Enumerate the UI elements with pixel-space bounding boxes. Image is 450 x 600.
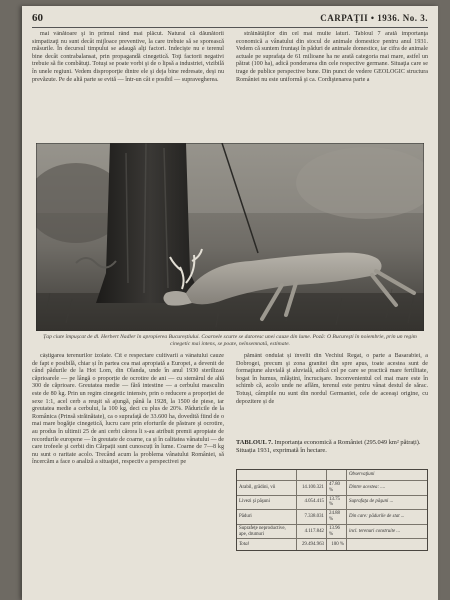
row-value: 4.117.842 [297, 525, 327, 539]
top-right-column [236, 31, 428, 139]
table-title [236, 439, 428, 454]
row-value: 7.338.031 [297, 510, 327, 524]
bottom-right-paragraph: pământ ondulat și învelit din Vechiul Regat, o parte a Basarabiei, a Dobrogei, precum şi zona granitei din spre apus, toate acestea sunt de formaţiune aluvială şi aluvială, adică cel pe care se practică mare fertilitate, bogat în humus, mlăştini, încrucişare. Inconvenientul cel mai mare este în schimb că, acolo unde ne aflăm, terenul este pentru vânat destul de sărac. Totuși, câmpiile nu sunt din nordul Germaniei, cele de aceeaşi origine, cu depozitere și de [236, 353, 428, 405]
row-percent: 13.96 % [327, 525, 347, 539]
row-observation: Din care: pădurile de stat ... [349, 514, 405, 520]
row-percent: 100 % [327, 539, 347, 550]
row-name: Total [237, 539, 297, 550]
table-header-row [237, 470, 427, 481]
page-header [32, 12, 428, 28]
row-observation: Dintre acestea: .... [349, 484, 386, 490]
row-observation [347, 539, 427, 550]
row-name: Livezi şi păşuni [237, 496, 297, 510]
table-row [237, 510, 427, 525]
photo-caption: Țap ciute împușcat de dl. Herbert Nadler în apropierea Bucureștiului. Coarnele scurte se datoresc unei cauze din lume. Poză: O Bucureşti în noiembrie, prin un regim cinegetic mai intens, se poate, neînsemnată, estimate. [43, 334, 417, 347]
row-percent: 47.80 % [327, 481, 347, 495]
observations-header: Observaţiuni [349, 472, 375, 478]
journal-title: CARPAŢII • 1936. No. 3. [320, 13, 428, 23]
row-name: Arabil, grădini, vii [237, 481, 297, 495]
table-title-text: Importanța economică a României (295.049 km² pătrați). Situația 1931, exprimată în hectare. [236, 439, 421, 454]
top-right-paragraph: străinătăţilor din cel mai multe laturi. Tabloul 7 arată importanţa economică a vânatului din stocul de animale domestice pentru anul 1931. Vedem că suntem fruntaşi în păduri de animale domestice, iar cifra de animale actuale pe suprafaţa de 61 milioane ha ne arată categoria mai mare, astfel un pătrat (100 ha), adică ponderarea din cele respective germane. Situaţia care se trage de publice perspective bune. Din punct de vedere GEOLOGIC structura României nu este uniformă şi ca. Cordiştenarea parte a [236, 31, 428, 83]
row-observation: Suprafaţa de păşuni ... [349, 499, 394, 505]
row-percent: 13.75 % [327, 496, 347, 510]
page-number: 60 [32, 12, 43, 24]
row-name: Suprafeţe neproductive, ape, drumuri [237, 525, 297, 539]
row-observation: incl. terenuri construite ... [349, 528, 401, 534]
row-percent: 24.88 % [327, 510, 347, 524]
table-row [237, 496, 427, 511]
table-row [237, 481, 427, 496]
table-row [237, 525, 427, 540]
deer-photo [36, 143, 424, 331]
bottom-left-column [32, 353, 224, 593]
table-title-number: TABLOUL 7. [236, 439, 273, 446]
land-use-table [236, 469, 428, 551]
table-total-row [237, 539, 427, 550]
row-value: 14.100.321 [297, 481, 327, 495]
row-value: 29.494.963 [297, 539, 327, 550]
bottom-left-paragraph: câștigarea terenurilor izolate. Cît e respectare cultivarii a vânatului cauze de fapt e posibilă, chiar și în partea cea mai apropiată a Europei, a devenit de când pădurile de la Hot Lom, din Olanda, unde în anul 1930 sterilizau căprioarele — pe lângă o proporție de ocrotire de ani — cu stemărul de altă 300 de căprioare. Greutatea medie — fără intestine — a cerbului masculin este de 80 kg. Prin un regim cinegetic intensiv, prin o reducere a proporției de sexe 1:1, acel cerb a reuşit să ajungă, până la 1928, la 1500 de piese, iar greutatea medie a cerbului, la 100 kg, deci cu plus de 20%. Păduricile de la Românica (Prinsă străinătate), ca o suprafaţă de 33.600 ha, dovedită fiind de o mai mare bogăţie cinegetică, lucru care prin eforturile de păstrare şi ocrotire, au produs în ultimii 25 de ani cerbi cărora li s-au atribuit premii apropiate de recordurile europene — în greutate de coarne, ca și în calitatea vânatului — de care trofeele şi cerbii din Cărpații sunt cunoscuți în lume. Coarne de 7—8 kg nu sunt o raritate acolo. Trecând acum la problema vânatului României, să încercăm a face o analiză a situaţiei, respectiv a perspectivei pe [32, 353, 224, 466]
magazine-page [22, 6, 438, 600]
row-value: 4.054.415 [297, 496, 327, 510]
top-left-column [32, 31, 224, 139]
bottom-right-column [236, 353, 428, 435]
deer-photo-illustration [36, 143, 424, 331]
top-left-paragraph: mai vânătoare şi în primul rând mai plăcut. Natural că dăunătorii simpatizaţi nu sunt decât mijloace preventive, la care trebuie să se sporească măsurile. În decursul timpului se adaugă alţi factori. Indecişte nu e terenul bine decât contrabalansat, prin propagandă cinegetică. Toţi factorii negativi trebuie să fie combătuţi. Totuşi se poate vorbi şi de o lipsă a industriei, vizibilă în unele regiuni. Vedem disproporţie dintre ele şi deja bine redresate, deşi nu prevăzute. Pe de altă parte se evită — într-un cât e posibil — supravegherea. [32, 31, 224, 83]
row-name: Păduri [237, 510, 297, 524]
